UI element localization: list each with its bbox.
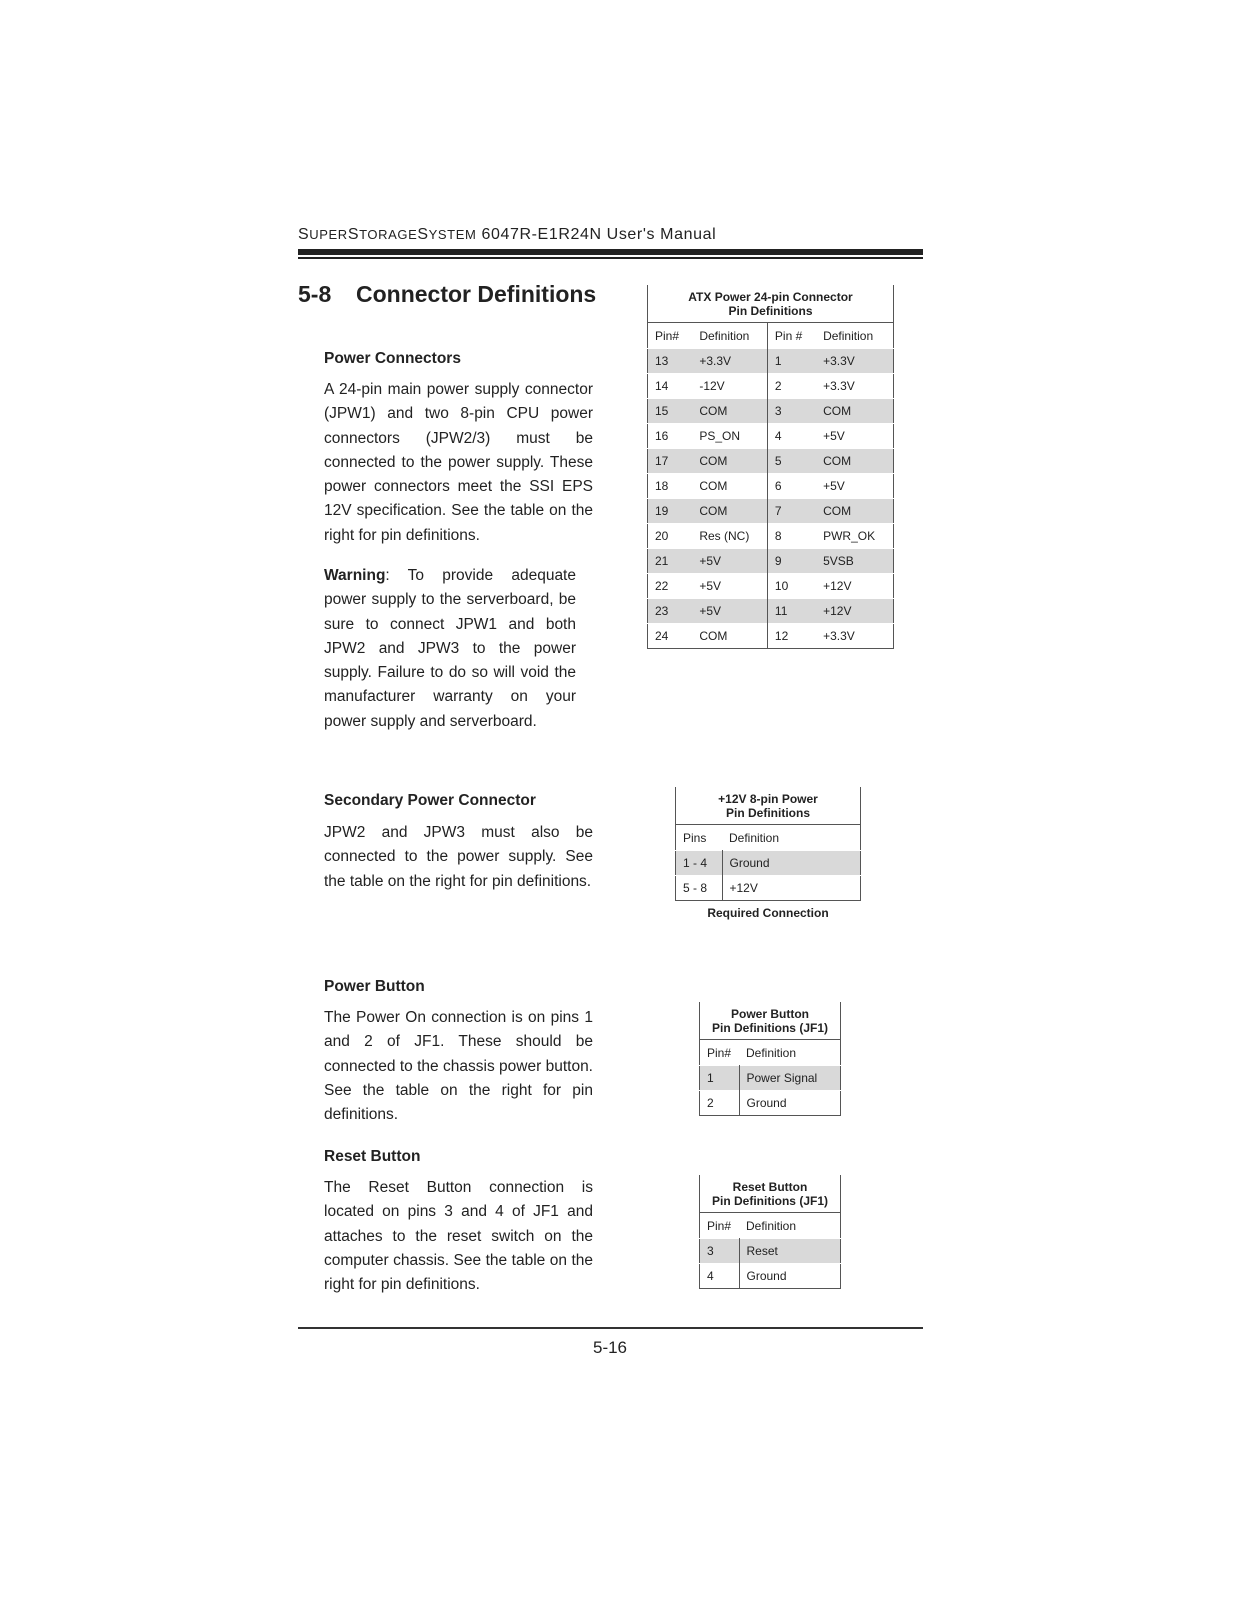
table-row: 13 +3.3V 1 +3.3V — [648, 349, 894, 374]
table-row: 1 - 4 Ground — [676, 851, 861, 876]
header-word: UPER — [309, 227, 348, 242]
power-button-text: The Power On connection is on pins 1 and 2 of JF1. These should be connected to the chassis power button. See the table on the right for pin definitions. — [324, 1009, 593, 1124]
table-row: 21 +5V 9 5VSB — [648, 549, 894, 574]
table-row: 15 COM 3 COM — [648, 399, 894, 424]
reset-button-table-caption: Reset Button Pin Definitions (JF1) — [700, 1175, 841, 1213]
footer-rule — [298, 1327, 923, 1329]
power-connectors-heading: Power Connectors — [324, 350, 461, 367]
table-row: 19 COM 7 COM — [648, 499, 894, 524]
table-row: 24 COM 12 +3.3V — [648, 624, 894, 649]
section-title: Connector Definitions — [356, 281, 597, 307]
header-initial: S — [347, 226, 360, 243]
table-row: 4 Ground — [700, 1264, 841, 1289]
header-word: TORAGE — [359, 227, 418, 242]
running-header — [298, 226, 716, 244]
required-connection-note: Required Connection — [707, 906, 829, 920]
power-button-table — [699, 1001, 841, 1116]
table-row: 14 -12V 2 +3.3V — [648, 374, 894, 399]
reset-button-heading: Reset Button — [324, 1148, 421, 1165]
table-header-row: Pin# Definition Pin # Definition — [648, 323, 894, 349]
warning-label: Warning — [324, 567, 386, 584]
table-row: 3 Reset — [700, 1239, 841, 1264]
eight-pin-table-caption: +12V 8-pin Power Pin Definitions — [676, 787, 861, 825]
power-connectors-text: A 24-pin main power supply connector (JPW1) and two 8-pin CPU power connectors (JPW2/3) must be connected to the power supply. These power connectors meet the SSI EPS 12V specification. See the table on the right for pin definitions. — [324, 381, 593, 544]
table-row: 23 +5V 11 +12V — [648, 599, 894, 624]
warning-paragraph — [324, 564, 576, 734]
table-row: 2 Ground — [700, 1091, 841, 1116]
header-initial: S — [298, 226, 310, 243]
reset-button-text: The Reset Button connection is located on pins 3 and 4 of JF1 and attaches to the reset switch on the computer chassis. See the table on the right for pin definitions. — [324, 1179, 593, 1294]
reset-button-table — [699, 1174, 841, 1289]
table-row: 5 - 8 +12V — [676, 876, 861, 901]
table-row: 1 Power Signal — [700, 1066, 841, 1091]
table-row: 18 COM 6 +5V — [648, 474, 894, 499]
table-header-row: Pin# Definition — [700, 1040, 841, 1066]
table-row: 17 COM 5 COM — [648, 449, 894, 474]
table-header-row: Pins Definition — [676, 825, 861, 851]
section-number: 5-8 — [298, 281, 332, 307]
atx-table-caption: ATX Power 24-pin Connector Pin Definitions — [648, 285, 894, 323]
table-row: 20 Res (NC) 8 PWR_OK — [648, 524, 894, 549]
eight-pin-power-table — [675, 786, 861, 901]
power-button-heading: Power Button — [324, 978, 425, 995]
secondary-power-heading: Secondary Power Connector — [324, 792, 536, 809]
warning-text: : To provide adequate power supply to the serverboard, be sure to connect JPW1 and both JPW2 and JPW3 to the power supply. Failure to do so will void the manufacturer warranty on your power supply and serverboard. — [324, 567, 576, 730]
secondary-power-text: JPW2 and JPW3 must also be connected to the power supply. See the table on the right for pin definitions. — [324, 824, 593, 890]
header-initial: S — [417, 226, 429, 243]
atx-power-24pin-table — [647, 284, 894, 649]
power-button-table-caption: Power Button Pin Definitions (JF1) — [700, 1002, 841, 1040]
page-number: 5-16 — [592, 1338, 628, 1357]
header-manual-title: 6047R-E1R24N User's Manual — [481, 226, 717, 243]
table-header-row: Pin# Definition — [700, 1213, 841, 1239]
header-rule-thin — [298, 257, 923, 259]
table-row: 22 +5V 10 +12V — [648, 574, 894, 599]
table-row: 16 PS_ON 4 +5V — [648, 424, 894, 449]
header-word: YSTEM — [428, 227, 477, 242]
header-rule-thick — [298, 249, 923, 255]
